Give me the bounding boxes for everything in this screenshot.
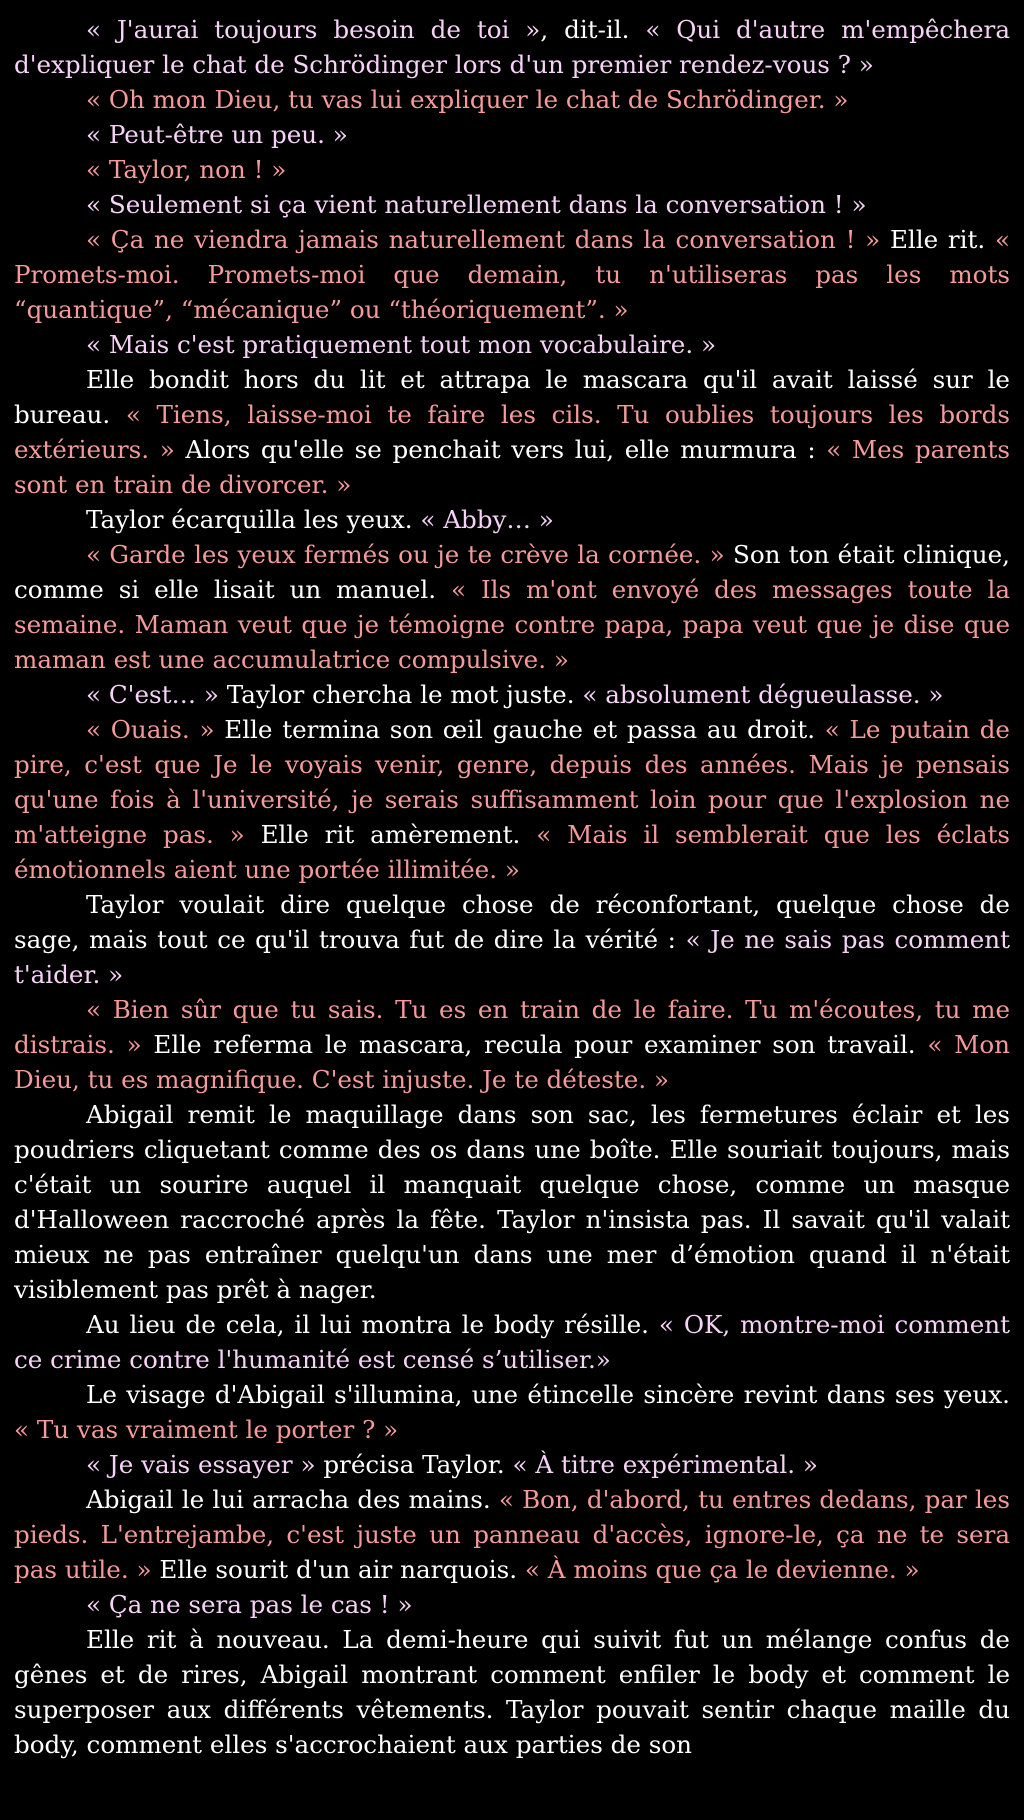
narration-text: Elle sourit d'un air narquois. — [151, 1555, 525, 1584]
narration-text: Abigail remit le maquillage dans son sac, les fermetures éclair et les poudriers cliquetant comme des os dans une boîte. Elle souriait toujours, mais c'était un sourire auquel il manquait quelque chose, comme un masque d'Halloween raccroché après la fête. Taylor n'insista pas. Il savait qu'il valait mieux ne pas entraîner quelqu'un dans une mer d’émotion quand il n'était visiblement pas prêt à nager. — [14, 1100, 1010, 1304]
taylor-dialogue: « Je vais essayer » — [86, 1450, 316, 1479]
story-paragraph — [14, 187, 1010, 222]
taylor-dialogue: « Qui d'autre m'empêchera d'expliquer le chat de Schrödinger lors d'un premier rendez-vous ? » — [14, 15, 1010, 79]
narration-text: Au lieu de cela, il lui montra le body résille. — [86, 1310, 659, 1339]
narration-text: Elle rit. — [880, 225, 995, 254]
story-paragraph — [14, 82, 1010, 117]
narration-text: Son ton était clinique, comme si elle lisait un manuel. — [14, 540, 1010, 604]
story-paragraph — [14, 712, 1010, 887]
abigail-dialogue: « Tiens, laisse-moi te faire les cils. Tu oublies toujours les bords extérieurs. » — [14, 400, 1010, 464]
narration-text: Le visage d'Abigail s'illumina, une étincelle sincère revint dans ses yeux. — [86, 1380, 1010, 1409]
story-paragraph — [14, 1587, 1010, 1622]
story-paragraph — [14, 1097, 1010, 1307]
story-paragraph — [14, 362, 1010, 502]
story-paragraph — [14, 1447, 1010, 1482]
abigail-dialogue: « Tu vas vraiment le porter ? » — [14, 1415, 399, 1444]
abigail-dialogue: « Mon Dieu, tu es magnifique. C'est injuste. Je te déteste. » — [14, 1030, 1010, 1094]
narration-text: Taylor écarquilla les yeux. — [86, 505, 421, 534]
story-paragraph — [14, 117, 1010, 152]
abigail-dialogue: « Bien sûr que tu sais. Tu es en train de le faire. Tu m'écoutes, tu me distrais. » — [14, 995, 1010, 1059]
story-paragraph — [14, 677, 1010, 712]
abigail-dialogue: « Promets-moi. Promets-moi que demain, tu n'utiliseras pas les mots “quantique”, “mécanique” ou “théoriquement”. » — [14, 225, 1010, 324]
narration-text: Abigail le lui arracha des mains. — [86, 1485, 499, 1514]
story-paragraph — [14, 1622, 1010, 1762]
narration-text: Taylor voulait dire quelque chose de réconfortant, quelque chose de sage, mais tout ce qu'il trouva fut de dire la vérité : — [14, 890, 1010, 954]
story-paragraph — [14, 887, 1010, 992]
taylor-dialogue: « absolument dégueulasse. » — [582, 680, 944, 709]
abigail-dialogue: « Ça ne viendra jamais naturellement dans la conversation ! » — [86, 225, 881, 254]
story-paragraph — [14, 152, 1010, 187]
abigail-dialogue: « Taylor, non ! » — [86, 155, 287, 184]
taylor-dialogue: « C'est… » — [86, 680, 219, 709]
narration-text: précisa Taylor. — [315, 1450, 513, 1479]
story-paragraph — [14, 537, 1010, 677]
taylor-dialogue: « Mais c'est pratiquement tout mon vocabulaire. » — [86, 330, 717, 359]
taylor-dialogue: « À titre expérimental. » — [512, 1450, 818, 1479]
narration-text: Elle rit amèrement. — [244, 820, 537, 849]
taylor-dialogue: « Abby… » — [420, 505, 554, 534]
taylor-dialogue: « OK, montre-moi comment ce crime contre l'humanité est censé s’utiliser.» — [14, 1310, 1010, 1374]
narration-text: , dit-il. — [540, 15, 646, 44]
story-paragraph — [14, 222, 1010, 327]
taylor-dialogue: « Je ne sais pas comment t'aider. » — [14, 925, 1010, 989]
abigail-dialogue: « Oh mon Dieu, tu vas lui expliquer le chat de Schrödinger. » — [86, 85, 849, 114]
taylor-dialogue: « Seulement si ça vient naturellement dans la conversation ! » — [86, 190, 867, 219]
story-paragraph — [14, 502, 1010, 537]
story-paragraph — [14, 1307, 1010, 1377]
story-paragraph — [14, 1482, 1010, 1587]
abigail-dialogue: « Mais il semblerait que les éclats émotionnels aient une portée illimitée. » — [14, 820, 1010, 884]
taylor-dialogue: « J'aurai toujours besoin de toi » — [86, 15, 541, 44]
taylor-dialogue: « Ça ne sera pas le cas ! » — [86, 1590, 413, 1619]
narration-text: Alors qu'elle se penchait vers lui, elle murmura : — [174, 435, 827, 464]
abigail-dialogue: « Garde les yeux fermés ou je te crève la cornée. » — [86, 540, 725, 569]
document-page — [14, 12, 1010, 1762]
abigail-dialogue: « À moins que ça le devienne. » — [524, 1555, 920, 1584]
story-paragraph — [14, 327, 1010, 362]
story-paragraph — [14, 1377, 1010, 1447]
abigail-dialogue: « Mes parents sont en train de divorcer. » — [14, 435, 1010, 499]
abigail-dialogue: « Ouais. » — [86, 715, 215, 744]
narration-text: Elle rit à nouveau. La demi-heure qui suivit fut un mélange confus de gênes et de rires, Abigail montrant comment enfiler le body et comment le superposer aux différents vêtements. Taylor pouvait sentir chaque maille du body, comment elles s'accrochaient aux parties de son — [14, 1625, 1010, 1759]
abigail-dialogue: « Ils m'ont envoyé des messages toute la semaine. Maman veut que je témoigne contre papa, papa veut que je dise que maman est une accumulatrice compulsive. » — [14, 575, 1010, 674]
narration-text: Elle termina son œil gauche et passa au droit. — [214, 715, 825, 744]
narration-text: Taylor chercha le mot juste. — [218, 680, 583, 709]
abigail-dialogue: « Bon, d'abord, tu entres dedans, par les pieds. L'entrejambe, c'est juste un panneau d'accès, ignore-le, ça ne te sera pas utile. » — [14, 1485, 1010, 1584]
abigail-dialogue: « Le putain de pire, c'est que Je le voyais venir, genre, depuis des années. Mais je pensais qu'une fois à l'université, je serais suffisamment loin pour que l'explosion ne m'atteigne pas. » — [14, 715, 1010, 849]
story-paragraph — [14, 12, 1010, 82]
narration-text: Elle bondit hors du lit et attrapa le mascara qu'il avait laissé sur le bureau. — [14, 365, 1010, 429]
narration-text: Elle referma le mascara, recula pour examiner son travail. — [141, 1030, 928, 1059]
taylor-dialogue: « Peut-être un peu. » — [86, 120, 348, 149]
story-paragraph — [14, 992, 1010, 1097]
